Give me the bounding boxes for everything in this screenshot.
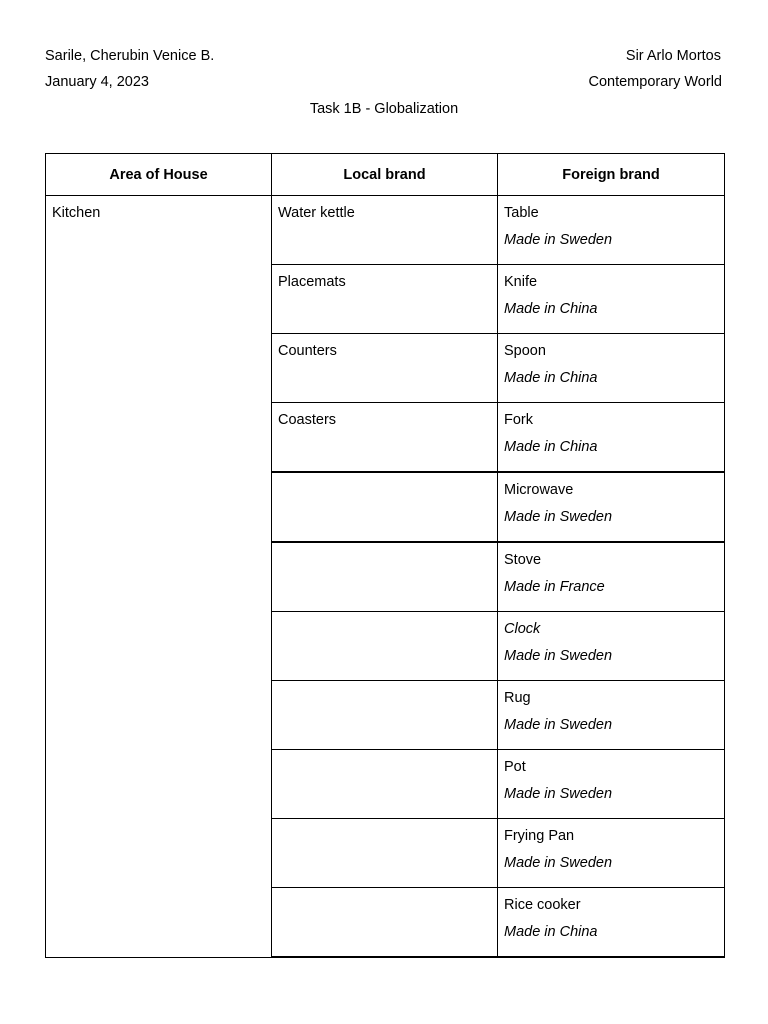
foreign-cell bbox=[498, 542, 725, 612]
foreign-cell bbox=[498, 888, 725, 958]
local-item: Water kettle bbox=[278, 205, 355, 221]
foreign-cell bbox=[498, 681, 725, 750]
student-name: Sarile, Cherubin Venice B. bbox=[45, 48, 215, 64]
foreign-item: Rice cooker bbox=[504, 897, 581, 913]
column-header-local: Local brand bbox=[272, 154, 498, 196]
foreign-item: Clock bbox=[504, 621, 541, 637]
foreign-item: Microwave bbox=[504, 482, 574, 498]
local-cell bbox=[272, 612, 498, 681]
local-cell bbox=[272, 472, 498, 542]
foreign-cell bbox=[498, 403, 725, 473]
foreign-origin: Made in Sweden bbox=[504, 855, 613, 871]
local-cell bbox=[272, 681, 498, 750]
foreign-origin: Made in Sweden bbox=[504, 648, 613, 664]
foreign-item: Rug bbox=[504, 690, 531, 706]
foreign-cell bbox=[498, 472, 725, 542]
foreign-origin: Made in Sweden bbox=[504, 717, 613, 733]
foreign-item: Table bbox=[504, 205, 539, 221]
local-item: Counters bbox=[278, 343, 337, 359]
local-cell bbox=[272, 888, 498, 958]
foreign-cell bbox=[498, 334, 725, 403]
foreign-item: Spoon bbox=[504, 343, 546, 359]
foreign-item: Knife bbox=[504, 274, 538, 290]
foreign-item: Fork bbox=[504, 412, 533, 428]
foreign-cell bbox=[498, 819, 725, 888]
foreign-cell bbox=[498, 750, 725, 819]
foreign-cell bbox=[498, 612, 725, 681]
foreign-origin: Made in France bbox=[504, 579, 605, 595]
foreign-origin: Made in China bbox=[504, 924, 598, 940]
local-cell bbox=[272, 750, 498, 819]
task-title: Task 1B - Globalization bbox=[309, 101, 459, 117]
local-cell bbox=[272, 265, 498, 334]
foreign-origin: Made in China bbox=[504, 439, 598, 455]
area-cell bbox=[46, 196, 272, 958]
foreign-item: Frying Pan bbox=[504, 828, 575, 844]
local-item: Coasters bbox=[278, 412, 337, 428]
date: January 4, 2023 bbox=[45, 74, 149, 90]
foreign-origin: Made in China bbox=[504, 370, 598, 386]
local-cell bbox=[272, 403, 498, 473]
brands-table bbox=[45, 153, 725, 958]
column-header-area: Area of House bbox=[46, 154, 272, 196]
foreign-cell bbox=[498, 196, 725, 265]
local-cell bbox=[272, 334, 498, 403]
foreign-origin: Made in Sweden bbox=[504, 509, 613, 525]
table-header-row bbox=[46, 154, 725, 196]
foreign-origin: Made in China bbox=[504, 301, 598, 317]
foreign-cell bbox=[498, 265, 725, 334]
subject: Contemporary World bbox=[588, 74, 722, 90]
foreign-origin: Made in Sweden bbox=[504, 232, 613, 248]
foreign-origin: Made in Sweden bbox=[504, 786, 613, 802]
local-item: Placemats bbox=[278, 274, 346, 290]
foreign-item: Stove bbox=[504, 552, 542, 568]
local-cell bbox=[272, 542, 498, 612]
table-row bbox=[46, 196, 725, 265]
column-header-foreign: Foreign brand bbox=[498, 154, 725, 196]
area-label: Kitchen bbox=[52, 205, 101, 221]
teacher-name: Sir Arlo Mortos bbox=[625, 48, 721, 64]
local-cell bbox=[272, 196, 498, 265]
local-cell bbox=[272, 819, 498, 888]
foreign-item: Pot bbox=[504, 759, 526, 775]
